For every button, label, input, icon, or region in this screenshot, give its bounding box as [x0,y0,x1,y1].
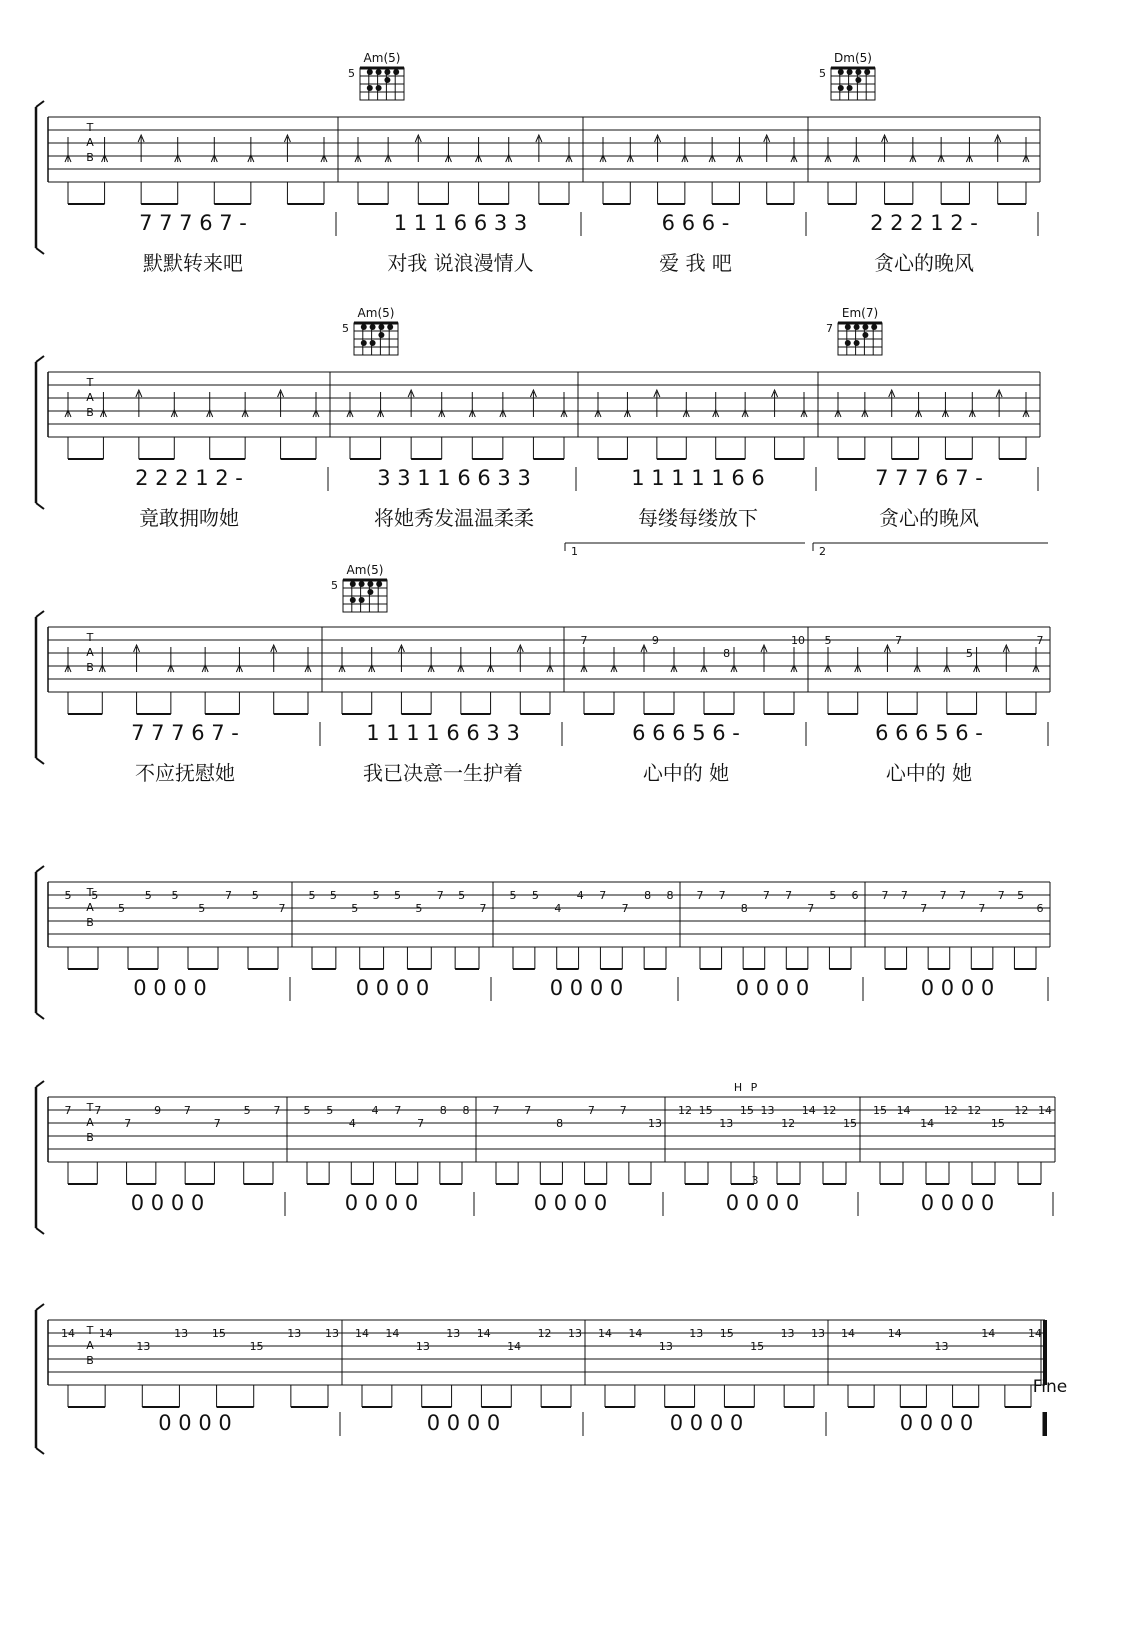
jianpu-notation: 0 0 0 0 [426,1411,501,1435]
measure-6-1 [61,1327,340,1436]
tab-clef-letter: T [86,631,94,644]
jianpu-notation: 0 0 0 0 [735,976,810,1000]
tab-fret-number: 7 [785,889,793,902]
jianpu-notation: 0 0 0 0 [920,1191,995,1215]
tab-fret-number: 13 [811,1327,825,1340]
tab-fret-number: 13 [325,1327,339,1340]
tab-fret-number: 13 [648,1117,662,1130]
tab-fret-number: 4 [348,1117,356,1130]
tab-fret-number: 7 [807,902,815,915]
tab-fret-number: 8 [666,889,674,902]
tab-fret-number: 6 [851,889,859,902]
tab-clef-letter: T [86,1101,94,1114]
measure-4-4 [697,889,864,1001]
brace-bottom [36,248,44,254]
chord-finger-dot [864,69,870,75]
volta-ending-2 [813,543,1048,558]
chord-finger-dot [370,324,376,330]
tab-fret-number: 7 [492,1104,500,1117]
tab-clef-letter: A [86,646,94,659]
brace-top [36,1081,44,1087]
tab-fret-number: 12 [781,1117,796,1130]
lyric-line: 贪心的晚风 [879,506,979,530]
chord-finger-dot [838,69,844,75]
tab-fret-number: 5 [251,889,259,902]
measure-4-1 [65,889,291,1001]
tab-clef-letter: T [86,376,94,389]
tab-fret-number: 5 [458,889,466,902]
lyric-line: 竟敢拥吻她 [139,506,239,530]
chord-finger-dot [838,85,844,91]
measure-4-2 [309,889,492,1001]
tab-clef-letter: B [86,151,94,164]
tab-fret-number: 7 [124,1117,132,1130]
measure-6-3 [598,1327,826,1436]
tab-fret-number: 5 [965,647,973,660]
measure-5-1 [65,1104,286,1216]
tab-fret-number: 7 [718,889,726,902]
measure-6-4 [841,1327,1043,1436]
tab-fret-number: 14 [841,1327,855,1340]
tab-fret-number: 7 [900,889,908,902]
jianpu-notation: 7 7 7 6 7 - [875,466,983,490]
jianpu-notation: 1 1 1 6 6 3 3 [393,211,528,235]
tab-clef-letter: T [86,121,94,134]
tab-fret-number: 5 [1017,889,1025,902]
chord-fret-number: 5 [819,67,826,80]
tab-fret-number: 14 [507,1340,522,1353]
jianpu-notation: 0 0 0 0 [669,1411,744,1435]
measure-3-3 [581,634,807,785]
tab-fret-number: 8 [556,1117,564,1130]
chord-finger-dot [350,597,356,603]
tab-fret-number: 4 [576,889,584,902]
measure-5-2 [304,1104,475,1216]
chord-finger-dot [862,332,868,338]
tab-fret-number: 15 [739,1104,754,1117]
measure-4-5 [882,889,1049,1001]
chord-finger-dot [367,69,373,75]
tab-fret-number: 7 [978,902,986,915]
tab-fret-number: 5 [118,902,125,915]
jianpu-notation: 6 6 6 5 6 - [632,721,740,745]
chord-diagram-Am(5) [348,51,404,100]
tab-fret-number: 12 [967,1104,982,1117]
tab-fret-number: 7 [895,634,903,647]
measure-5-4 [678,1104,858,1216]
volta-number: 1 [571,545,578,558]
jianpu-notation: 0 0 0 0 [549,976,624,1000]
tab-fret-number: 7 [417,1117,425,1130]
tab-fret-number: 8 [723,647,731,660]
chord-finger-dot [370,340,376,346]
tab-fret-number: 5 [144,889,152,902]
tab-fret-number: 14 [61,1327,75,1340]
lyric-line: 心中的 她 [642,761,730,785]
chord-finger-dot [376,69,382,75]
chord-finger-dot [350,581,356,587]
lyric-line: 每缕每缕放下 [638,506,758,530]
tab-fret-number: 13 [658,1340,673,1353]
tab-fret-number: 13 [415,1340,430,1353]
tab-fret-number: 13 [136,1340,151,1353]
brace-top [36,101,44,107]
tab-fret-number: 5 [303,1104,311,1117]
chord-name: Am(5) [357,306,395,320]
tab-clef-letter: A [86,1339,94,1352]
tab-fret-number: 12 [1014,1104,1029,1117]
tab-fret-number: 5 [509,889,517,902]
brace-bottom [36,1228,44,1234]
tab-fret-number: 15 [843,1117,857,1130]
chord-finger-dot [847,85,853,91]
technique-H: H [733,1081,743,1094]
tab-fret-number: 15 [750,1340,765,1353]
tab-fret-number: 7 [524,1104,532,1117]
tab-fret-number: 13 [689,1327,704,1340]
tab-fret-number: 7 [959,889,966,902]
chord-name: Dm(5) [834,51,872,65]
brace-top [36,866,44,872]
tab-fret-number: 5 [243,1104,251,1117]
brace-bottom [36,758,44,764]
tab-fret-number: 5 [824,634,832,647]
tab-fret-number: 7 [696,889,704,902]
jianpu-notation: 0 0 0 0 [920,976,995,1000]
tab-clef-letter: B [86,1131,94,1144]
tab-fret-number: 7 [479,902,487,915]
tab-fret-number: 5 [198,902,206,915]
chord-diagram-Dm(5) [819,51,875,100]
tab-fret-number: 15 [249,1340,264,1353]
brace-top [36,1304,44,1310]
chord-fret-number: 5 [331,579,338,592]
tab-fret-number: 12 [822,1104,837,1117]
chord-diagram-Am(5) [331,563,387,612]
jianpu-notation: 7 7 7 6 7 - [139,211,247,235]
tab-fret-number: 13 [934,1340,949,1353]
tab-fret-number: 5 [829,889,837,902]
tab-fret-number: 13 [568,1327,582,1340]
measure-5-5 [873,1104,1053,1216]
tab-fret-number: 15 [873,1104,887,1117]
tab-fret-number: 13 [287,1327,302,1340]
chord-finger-dot [393,69,399,75]
tab-fret-number: 5 [329,889,337,902]
chord-name: Am(5) [363,51,401,65]
jianpu-notation: 0 0 0 0 [158,1411,232,1435]
lyric-line: 爱 我 吧 [659,251,732,275]
tab-fret-number: 5 [171,889,179,902]
tab-fret-number: 14 [981,1327,996,1340]
tab-fret-number: 14 [1028,1327,1042,1340]
text-layer [1033,1377,1068,1436]
chord-finger-dot [847,69,853,75]
tab-fret-number: 7 [939,889,947,902]
tab-fret-number: 7 [621,902,629,915]
lyric-line: 不应抚慰她 [135,761,235,785]
tab-clef-letter: T [86,1324,94,1337]
tab-fret-number: 7 [997,889,1005,902]
tab-fret-number: 5 [91,889,99,902]
tab-fret-number: 7 [599,889,607,902]
jianpu-notation: 2 2 2 1 2 - [135,466,243,490]
tab-fret-number: 14 [1038,1104,1052,1117]
chord-name: Am(5) [346,563,384,577]
tab-fret-number: 14 [887,1327,902,1340]
jianpu-notation: 0 0 0 0 [725,1191,800,1215]
chord-finger-dot [854,340,860,346]
tab-fret-number: 7 [213,1117,221,1130]
tab-fret-number: 13 [780,1327,795,1340]
chord-finger-dot [845,340,851,346]
brace-top [36,611,44,617]
chord-finger-dot [871,324,877,330]
tab-fret-number: 7 [225,889,232,902]
chord-fret-number: 7 [826,322,833,335]
chord-fret-number: 5 [342,322,349,335]
tab-fret-number: 5 [64,889,72,902]
tab-fret-number: 6 [1036,902,1044,915]
tab-clef-letter: B [86,406,94,419]
tab-fret-number: 13 [446,1327,461,1340]
lyric-line: 将她秀发温温柔柔 [374,506,534,530]
tab-fret-number: 9 [154,1104,162,1117]
tab-fret-number: 5 [372,889,380,902]
chord-finger-dot [384,69,390,75]
chord-finger-dot [361,340,367,346]
chord-finger-dot [359,597,365,603]
tab-fret-number: 7 [619,1104,627,1117]
tab-fret-number: 15 [990,1117,1005,1130]
tab-fret-number: 7 [273,1104,281,1117]
tab-fret-number: 7 [1036,634,1044,647]
volta-ending-1 [565,543,805,558]
tab-fret-number: 7 [394,1104,402,1117]
tab-clef-letter: B [86,661,94,674]
tab-fret-number: 14 [598,1327,612,1340]
tab-fret-number: 8 [439,1104,447,1117]
chord-finger-dot [367,581,373,587]
tab-fret-number: 13 [760,1104,775,1117]
volta-number: 2 [819,545,826,558]
jianpu-notation: 3 3 1 1 6 6 3 3 [377,466,531,490]
jianpu-notation: 0 0 0 0 [133,976,207,1000]
chord-finger-dot [855,77,861,83]
tab-fret-number: 7 [94,1104,102,1117]
tab-fret-number: 5 [531,889,539,902]
tab-fret-number: 10 [791,634,805,647]
chord-name: Em(7) [841,306,879,320]
jianpu-notation: 0 0 0 0 [344,1191,419,1215]
tab-fret-number: 13 [719,1117,734,1130]
tab-fret-number: 12 [943,1104,958,1117]
brace-bottom [36,1448,44,1454]
brace-top [36,356,44,362]
tab-fret-number: 14 [98,1327,113,1340]
tab-fret-number: 15 [719,1327,734,1340]
jianpu-notation: 2 2 2 1 2 - [870,211,978,235]
tab-fret-number: 14 [385,1327,400,1340]
tab-fret-number: 9 [651,634,659,647]
tab-fret-number: 5 [415,902,423,915]
tab-fret-number: 8 [644,889,652,902]
chord-finger-dot [376,85,382,91]
chord-finger-dot [376,581,382,587]
tab-fret-number: 14 [801,1104,816,1117]
tab-fret-number: 8 [740,902,748,915]
lyric-line: 我已决意一生护着 [363,761,523,785]
measure-3-4 [825,634,1049,785]
tab-fret-number: 7 [278,902,286,915]
jianpu-notation: 0 0 0 0 [899,1411,974,1435]
tab-fret-number: 14 [628,1327,643,1340]
tab-fret-number: 5 [308,889,316,902]
tab-fret-number: 7 [183,1104,191,1117]
tab-fret-number: 5 [326,1104,334,1117]
chord-fret-number: 5 [348,67,355,80]
tab-clef-letter: A [86,901,94,914]
jianpu-notation: 0 0 0 0 [130,1191,205,1215]
fine-label: Fine [1032,1377,1068,1397]
chord-finger-dot [367,589,373,595]
tab-clef-letter: A [86,391,94,404]
tab-fret-number: 5 [394,889,401,902]
tuplet-number: 3 [751,1174,759,1187]
tab-clef-letter: T [86,886,94,899]
technique-P: P [750,1081,758,1094]
jianpu-notation: 7 7 7 6 7 - [131,721,239,745]
tab-fret-number: 13 [174,1327,189,1340]
tab-fret-number: 4 [371,1104,379,1117]
chord-finger-dot [367,85,373,91]
chord-finger-dot [378,324,384,330]
tab-fret-number: 4 [554,902,562,915]
lyric-line: 默默转来吧 [143,251,243,275]
tab-fret-number: 7 [580,634,588,647]
notation-symbols-layer [61,51,1053,1436]
chord-finger-dot [855,69,861,75]
tab-fret-number: 5 [351,902,359,915]
chord-finger-dot [384,77,390,83]
tab-fret-number: 14 [896,1104,911,1117]
chord-finger-dot [378,332,384,338]
chord-finger-dot [387,324,393,330]
measure-5-3 [493,1104,664,1216]
tab-fret-number: 7 [881,889,889,902]
tab-fret-number: 14 [476,1327,491,1340]
tab-fret-number: 14 [920,1117,935,1130]
tab-clef-letter: A [86,136,94,149]
jianpu-notation: 1 1 1 1 1 6 6 [631,466,765,490]
jianpu-notation: 0 0 0 0 [355,976,430,1000]
measure-4-3 [510,889,679,1001]
chord-finger-dot [361,324,367,330]
tab-fret-number: 7 [762,889,770,902]
tab-fret-number: 12 [678,1104,692,1117]
lyric-line: 心中的 她 [885,761,973,785]
chord-diagram-Am(5) [342,306,398,355]
chord-diagram-Em(7) [826,306,882,355]
tab-fret-number: 15 [211,1327,226,1340]
chord-finger-dot [359,581,365,587]
brace-bottom [36,1013,44,1019]
chord-finger-dot [845,324,851,330]
tab-fret-number: 8 [462,1104,470,1117]
lyric-line: 对我 说浪漫情人 [387,251,534,275]
jianpu-notation: 1 1 1 1 6 6 3 3 [366,721,520,745]
tab-fret-number: 7 [436,889,444,902]
tab-fret-number: 7 [920,902,928,915]
measure-6-2 [355,1327,583,1436]
brace-bottom [36,503,44,509]
jianpu-notation: 6 6 6 - [661,211,730,235]
tab-clef-letter: B [86,916,94,929]
tab-clef-letter: A [86,1116,94,1129]
chord-finger-dot [854,324,860,330]
tab-fret-number: 14 [355,1327,369,1340]
tab-fret-number: 15 [698,1104,713,1117]
chord-finger-dot [862,324,868,330]
tab-fret-number: 7 [64,1104,72,1117]
jianpu-notation: 0 0 0 0 [533,1191,608,1215]
tab-fret-number: 12 [537,1327,552,1340]
tab-clef-letter: B [86,1354,94,1367]
jianpu-notation: 6 6 6 5 6 - [875,721,983,745]
lyric-line: 贪心的晚风 [874,251,974,275]
tab-fret-number: 7 [587,1104,595,1117]
